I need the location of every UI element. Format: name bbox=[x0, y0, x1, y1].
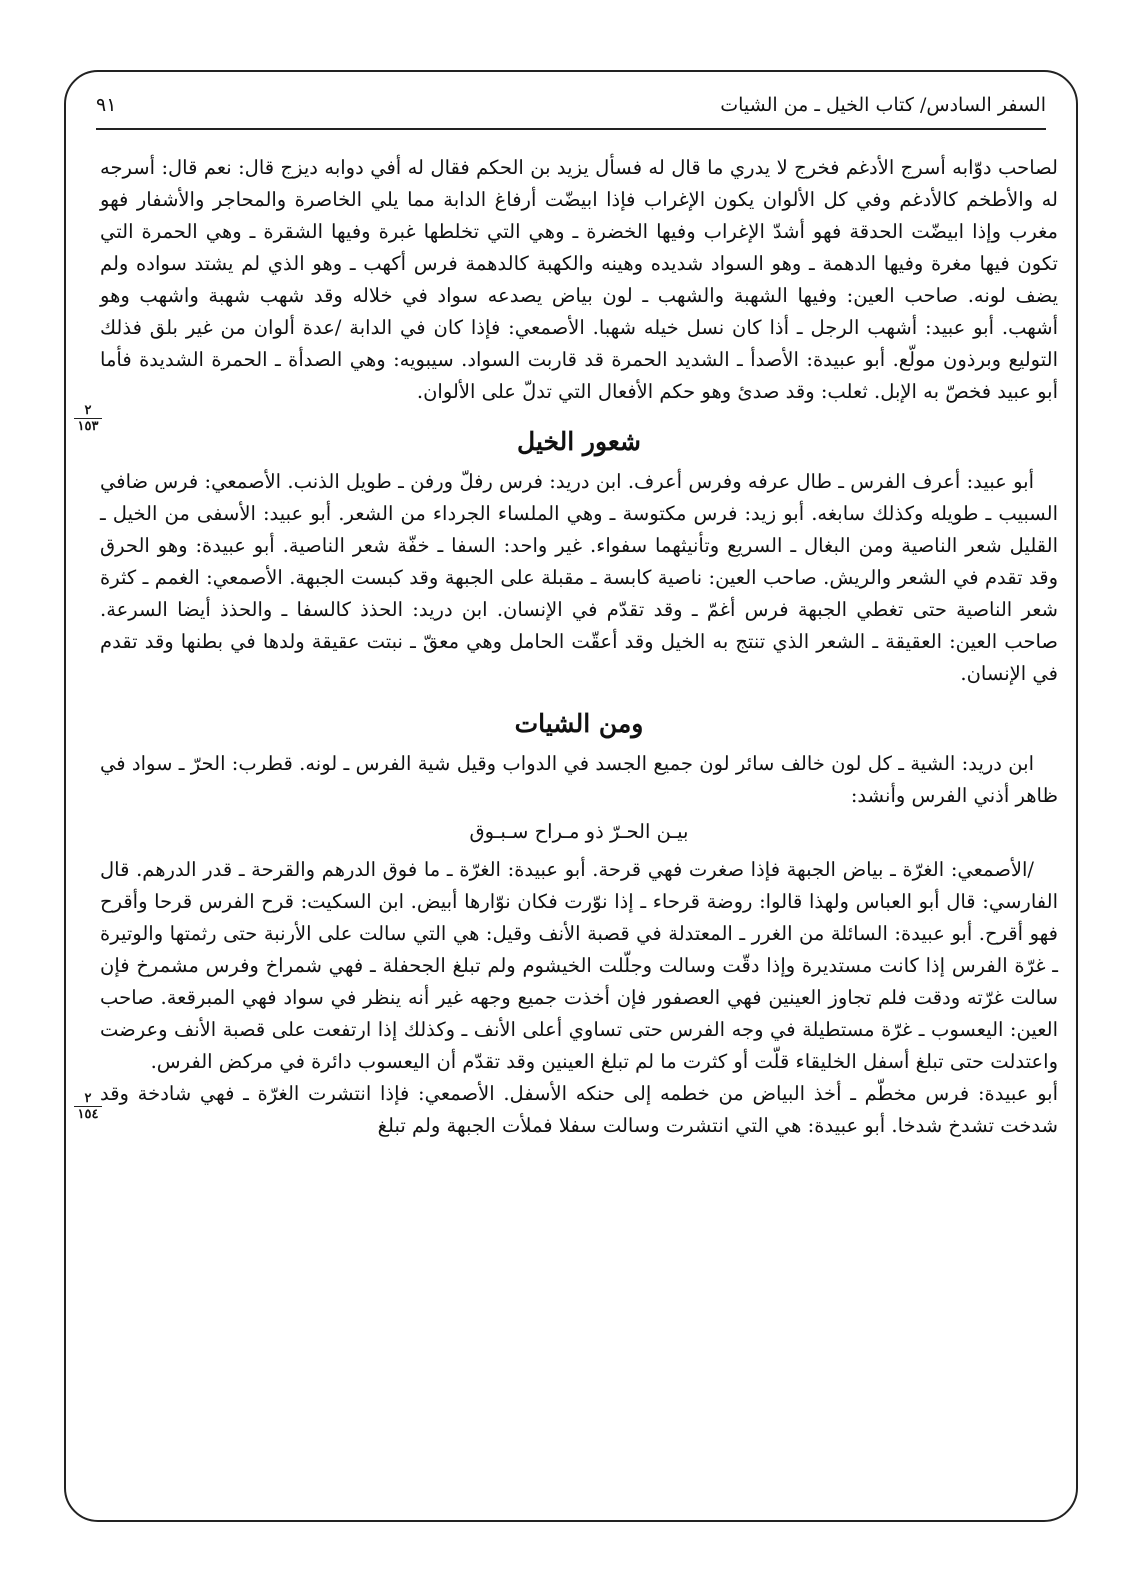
page-header bbox=[96, 88, 1046, 122]
paragraph-3: ابن دريد: الشية ـ كل لون خالف سائر لون جميع الجسد في الدواب وقيل شية الفرس ـ لونه. قطرب: الحرّ ـ سواد في ظاهر أذني الفرس وأنشد: bbox=[100, 752, 1058, 807]
running-title: السفر السادس/ كتاب الخيل ـ من الشيات bbox=[720, 94, 1046, 116]
section-heading-hair: شعور الخيل bbox=[517, 427, 641, 456]
section-heading-markings: ومن الشيات bbox=[514, 709, 644, 738]
page-body bbox=[100, 152, 1058, 1142]
margin-ref-2 bbox=[74, 1092, 102, 1121]
paragraph-2: أبو عبيد: أعرف الفرس ـ طال عرفه وفرس أعرف. ابن دريد: فرس رفلّ ورفن ـ طويل الذنب. الأصمعي: فرس ضافي السبيب ـ طويله وكذلك سابغه. أبو زيد: فرس مكتوسة ـ وهي الملساء الجرداء من الشعر. أبو عبيد: الأسفى من الخيل ـ القليل شعر الناصية ومن البغال ـ السريع وتأنيثهما سفواء. غير واحد: السفا ـ خفّة شعر الناصية. أبو عبيدة: وهو الحرق وقد تقدم في الشعر والريش. صاحب العين: ناصية كابسة ـ مقبلة على الجبهة وقد كبست الجبهة. الأصمعي: الغمم ـ كثرة شعر الناصية حتى تغطي الجبهة فرس أغمّ ـ وقد تقدّم في الإنسان. ابن دريد: الحذذ كالسفا ـ والحذذ أيضا السرعة. صاحب العين: العقيقة ـ الشعر الذي تنتج به الخيل وقد أعقّت الحامل وهي معقّ ـ نبتت عقيقة ولدها في بطنها وقد تقدم في الإنسان. bbox=[100, 470, 1058, 685]
margin-ref-1 bbox=[74, 404, 102, 433]
margin-ref-1-volume: ٢ bbox=[74, 404, 102, 419]
paragraph-5: أبو عبيدة: فرس مخطّم ـ أخذ البياض من خطمه إلى حنكه الأسفل. الأصمعي: فإذا انتشرت الغرّة ـ فهي شادخة وقد شدخت تشدخ شدخا. أبو عبيدة: هي التي انتشرت وسالت سفلا فملأت الجبهة ولم تبلغ bbox=[100, 1082, 1058, 1137]
margin-ref-2-volume: ٢ bbox=[74, 1092, 102, 1107]
margin-ref-2-page: ١٥٤ bbox=[77, 1107, 99, 1122]
header-rule bbox=[96, 128, 1046, 130]
margin-ref-1-page: ١٥٣ bbox=[77, 419, 99, 434]
poetry-verse: بيـن الحـرّ ذو مـراح سـبـوق bbox=[469, 820, 689, 843]
paragraph-4: /الأصمعي: الغرّة ـ بياض الجبهة فإذا صغرت فهي قرحة. أبو عبيدة: الغرّة ـ ما فوق الدرهم والقرحة ـ قدر الدرهم. قال الفارسي: قال أبو العباس ولهذا قالوا: روضة قرحاء ـ إذا نوّرت فكان نوّارها أبيض. ابن السكيت: قرح الفرس قرحا وأقرح فهو أقرح. أبو عبيدة: السائلة من الغرر ـ المعتدلة في قصبة الأنف وقيل: هي التي سالت على الأرنبة حتى رثمتها والوتيرة ـ غرّة الفرس إذا كانت مستديرة وإذا دقّت وسالت وجلّلت الخيشوم ولم تبلغ الجحفلة ـ فهي شمراخ وفرس مشمرخ فإن سالت غرّته ودقت فلم تجاوز العينين فهي العصفور فإن أخذت جميع وجهه غير أنه ينظر في سواد فهي المبرقعة. صاحب العين: اليعسوب ـ غرّة مستطيلة في وجه الفرس حتى تساوي أعلى الأنف ـ وكذلك إذا ارتفعت على قصبة الأنف وعرضت واعتدلت حتى تبلغ أسفل الخليقاء قلّت أو كثرت ما لم تبلغ العينين وقد تقدّم أن اليعسوب دائرة في مركض الفرس. bbox=[100, 858, 1058, 1073]
paragraph-1: لصاحب دوّابه أسرج الأدغم فخرج لا يدري ما قال له فسأل يزيد بن الحكم فقال له أفي دوابه ديزج قال: نعم قال: أسرجه له والأطخم كالأدغم وفي كل الألوان يكون الإغراب فإذا ابيضّت أرفاغ الدابة مما يلي الخاصرة والمحاجر والأشفار فهو مغرب وإذا ابيضّت الحدقة فهو أشدّ الإغراب وفيها الخضرة ـ وهي التي تخلطها غبرة وفيها الشقرة ـ وهي الحمرة التي تكون فيها مغرة وفيها الدهمة ـ وهو السواد شديده وهينه والكهبة كالدهمة فرس أكهب ـ وهو الذي لم يشتد سواده ولم يضف لونه. صاحب العين: وفيها الشهبة والشهب ـ لون بياض يصدعه سواد في خلاله وقد شهب شهبة واشهب وهو أشهب. أبو عبيد: أشهب الرجل ـ أذا كان نسل خيله شهبا. الأصمعي: فإذا كان في الدابة /عدة ألوان من غير بلق فذلك التوليع وبرذون مولّع. أبو عبيدة: الأصدأ ـ الشديد الحمرة قد قاربت السواد. سيبويه: وهي الصدأة ـ الحمرة الشديدة فأما أبو عبيد فخصّ به الإبل. ثعلب: وقد صدئ وهو حكم الأفعال التي تدلّ على الألوان. bbox=[100, 156, 1058, 403]
page-number: ٩١ bbox=[96, 94, 117, 116]
